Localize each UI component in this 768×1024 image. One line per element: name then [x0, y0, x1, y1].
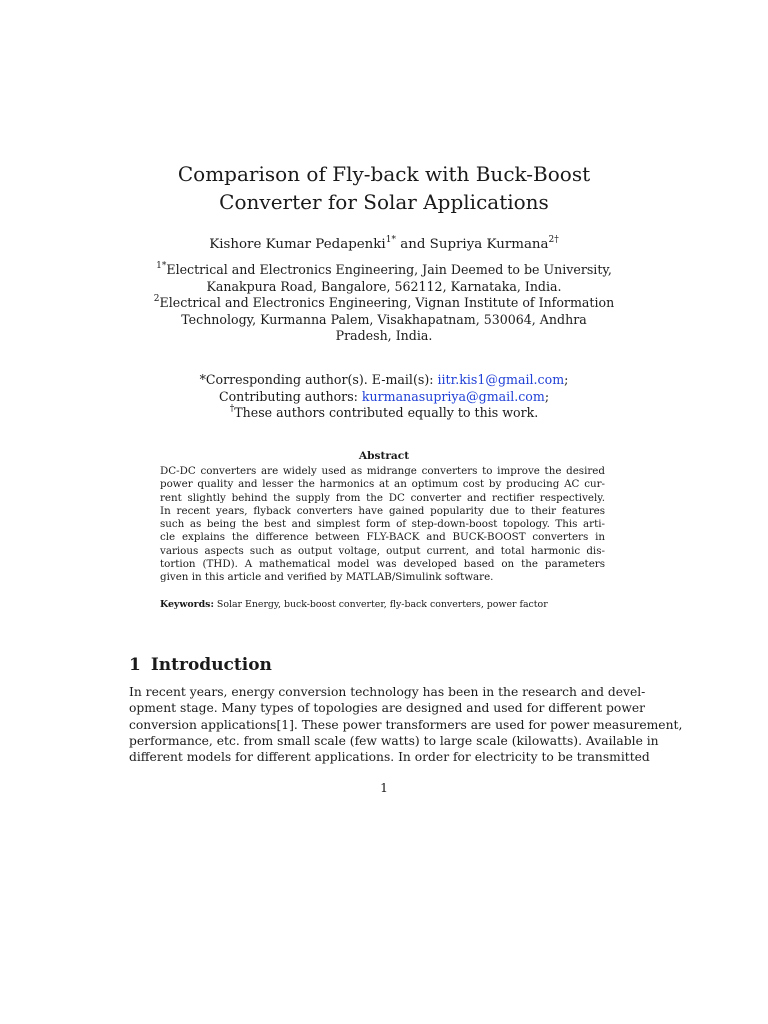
body-line: conversion applications[1]. These power transformers are used for power measurement,: [129, 717, 683, 732]
abstract-line: power quality and lesser the harmonics at an optimum cost by producing AC cur-: [160, 478, 605, 491]
body-line: performance, etc. from small scale (few watts) to large scale (kilowatts). Available in: [129, 733, 659, 748]
author-2-name: Supriya Kurmana: [429, 237, 549, 252]
corresponding-email-link[interactable]: iitr.kis1@gmail.com: [437, 372, 565, 387]
paper-title: [84, 160, 684, 216]
abstract-line: cle explains the difference between FLY-BACK and BUCK-BOOST converters in: [160, 531, 605, 544]
abstract-line: rent slightly behind the supply from the DC converter and rectifier respectively.: [160, 491, 605, 504]
affiliation-2-line-3: Pradesh, India.: [335, 328, 433, 344]
author-list: [84, 236, 684, 254]
body-line: different models for different applications. In order for electricity to be transmitted: [129, 750, 650, 765]
title-line-1: Comparison of Fly-back with Buck-Boost: [177, 162, 591, 186]
affiliation-2-line-2: Technology, Kurmanna Palem, Visakhapatnam, 530064, Andhra: [181, 311, 587, 327]
corresponding-prefix: *Corresponding author(s). E-mail(s):: [199, 372, 438, 387]
abstract-line: DC-DC converters are widely used as midrange converters to improve the desired: [160, 465, 605, 477]
title-line-2: Converter for Solar Applications: [219, 190, 549, 214]
page-number: 1: [380, 781, 388, 795]
section-number: 1: [129, 655, 141, 675]
corresponding-author-line: [84, 372, 684, 389]
affiliations: [134, 262, 634, 345]
abstract-body: [160, 465, 605, 585]
affiliation-1-line-1: Electrical and Electronics Engineering, Jain Deemed to be University,: [166, 262, 612, 277]
section-heading-introduction: [129, 655, 649, 675]
affiliation-2-line-1: Electrical and Electronics Engineering, Vignan Institute of Information: [159, 295, 615, 311]
abstract-line: various aspects such as output voltage, output current, and total harmonic dis-: [160, 544, 605, 557]
affiliation-1-line-2: Kanakpura Road, Bangalore, 562112, Karnataka, India.: [206, 278, 562, 294]
equal-contribution-marker: †: [229, 404, 235, 414]
keywords: [160, 598, 605, 611]
contributing-prefix: Contributing authors:: [218, 388, 362, 404]
abstract-line: tortion (THD). A mathematical model was developed based on the parameters: [160, 558, 605, 571]
abstract-line: such as being the best and simplest form of step-down-boost topology. This arti-: [160, 518, 605, 531]
keywords-label: Keywords:: [160, 599, 214, 610]
contributing-authors-line: [84, 389, 684, 406]
author-1-marker: 1*: [385, 234, 396, 245]
affiliation-2-marker: 2: [153, 294, 160, 304]
contributing-email-link[interactable]: kurmanasupriya@gmail.com: [361, 388, 545, 404]
abstract-line: given in this article and verified by MATLAB/Simulink software.: [160, 571, 494, 584]
affiliation-1-marker: 1*: [156, 260, 167, 271]
section-title: Introduction: [150, 655, 272, 675]
contributing-suffix: ;: [544, 388, 550, 404]
equal-contribution-text: These authors contributed equally to this work.: [234, 405, 539, 421]
author-1-name: Kishore Kumar Pedapenki: [209, 237, 386, 252]
equal-contribution-line: [84, 405, 684, 422]
author-2-marker: 2†: [548, 234, 559, 245]
correspondence: [84, 372, 684, 422]
affiliation-1: [134, 262, 634, 295]
body-line: In recent years, energy conversion technology has been in the research and devel-: [129, 685, 646, 699]
keywords-text: Solar Energy, buck-boost converter, fly-back converters, power factor: [213, 599, 548, 610]
abstract-line: In recent years, flyback converters have gained popularity due to their features: [160, 504, 605, 517]
body-line: opment stage. Many types of topologies are designed and used for different power: [129, 701, 646, 716]
author-connector: and: [395, 237, 430, 252]
affiliation-2: [134, 295, 634, 345]
corresponding-suffix: ;: [564, 372, 569, 387]
introduction-body: [129, 684, 683, 765]
abstract-heading: Abstract: [358, 450, 410, 462]
